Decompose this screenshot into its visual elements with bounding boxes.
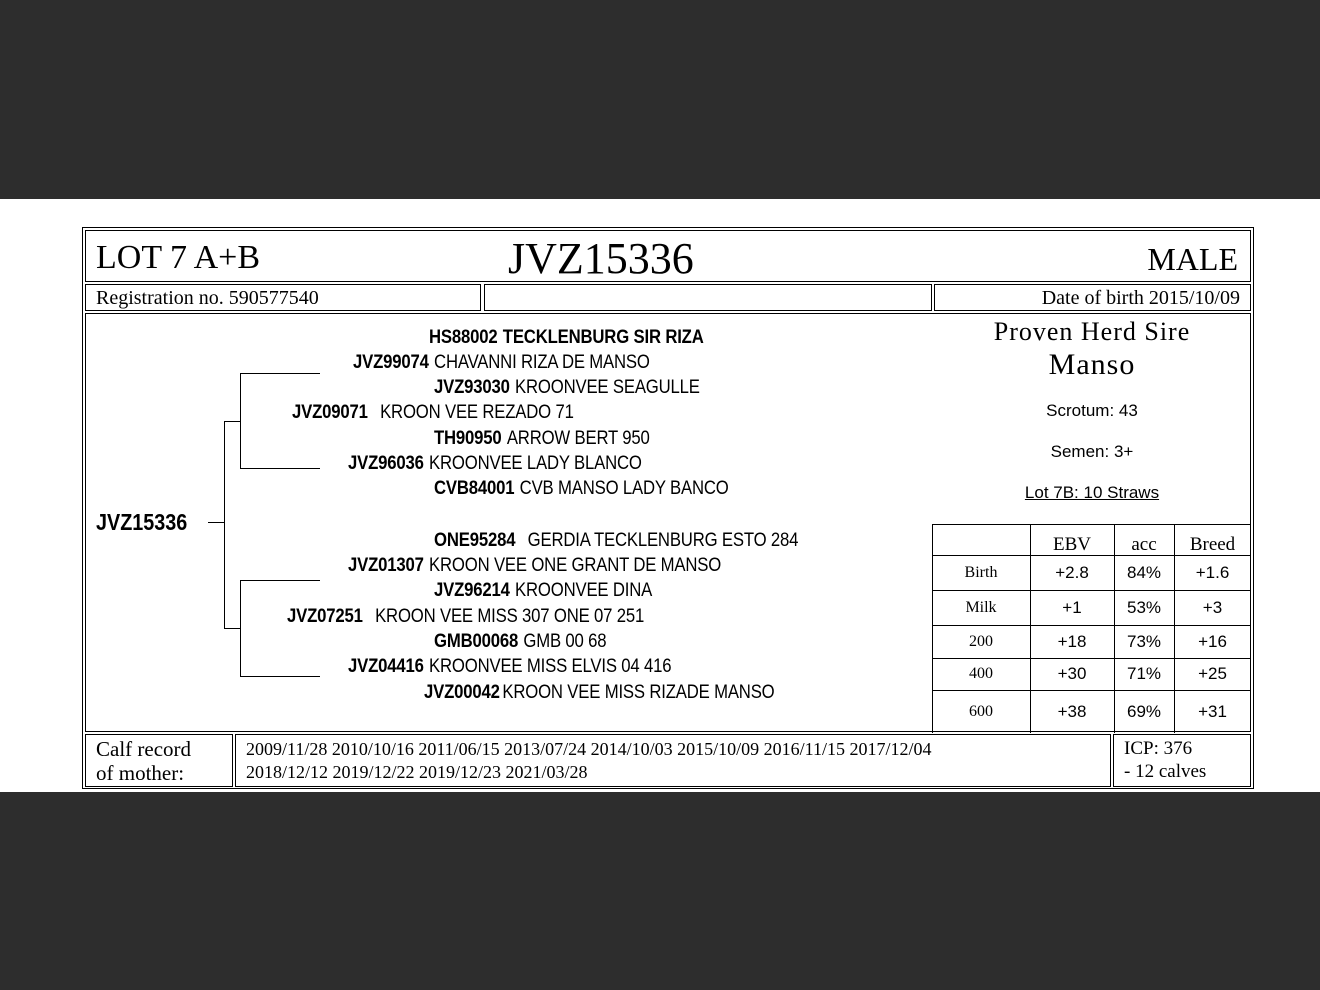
sire-dam-connector — [240, 468, 320, 469]
calf-record-dates-cell — [235, 734, 1111, 787]
ebv-header-breed: Breed — [1189, 534, 1236, 555]
pedigree-entry — [434, 631, 606, 653]
icp-cell — [1113, 734, 1251, 787]
pedigree-entry — [434, 377, 700, 399]
date-of-birth-cell — [934, 284, 1251, 311]
pedigree-entry-id: JVZ96214 — [434, 580, 510, 601]
pedigree-entry-id: JVZ01307 — [348, 555, 424, 576]
pedigree-entry-name: KROONVEE DINA — [515, 580, 653, 601]
pedigree-entry-id: TH90950 — [434, 428, 502, 449]
pedigree-entry-name: CHAVANNI RIZA DE MANSO — [434, 352, 650, 373]
subject-connector — [208, 522, 224, 523]
sheet-frame — [82, 227, 1254, 789]
ebv-accuracy: 71% — [1126, 664, 1162, 683]
pedigree-subject: JVZ15336 — [96, 509, 188, 535]
sire-connector — [224, 421, 241, 422]
pedigree-entry — [434, 580, 652, 602]
registration-cell — [85, 284, 481, 311]
date-of-birth: Date of birth 2015/10/09 — [1041, 287, 1240, 309]
pedigree-entry-name: TECKLENBURG SIR RIZA — [502, 327, 704, 348]
icp-value: ICP: 376 — [1124, 738, 1193, 759]
dam-connector — [224, 628, 241, 629]
lot-straws-note: Lot 7B: 10 Straws — [1024, 483, 1160, 502]
ebv-breed-average: +3 — [1202, 597, 1223, 617]
ebv-value: +38 — [1057, 701, 1087, 721]
info-middle-cell — [484, 284, 932, 311]
ebv-value: +30 — [1057, 664, 1087, 683]
ebv-trait: 200 — [969, 632, 993, 650]
root-bracket — [224, 421, 225, 628]
pedigree-entry-name: KROON VEE MISS RIZADE MANSO — [502, 682, 775, 703]
ebv-trait: 600 — [969, 702, 993, 720]
registration-number: Registration no. 590577540 — [96, 287, 319, 309]
sex-label: MALE — [1147, 241, 1238, 277]
ebv-value: +2.8 — [1055, 562, 1089, 582]
pedigree-entry-name: KROONVEE SEAGULLE — [515, 377, 700, 398]
animal-id-title: JVZ15336 — [508, 234, 694, 283]
pedigree-entry-name: KROONVEE MISS ELVIS 04 416 — [429, 656, 672, 677]
ebv-accuracy: 84% — [1126, 562, 1162, 582]
ebv-breed-average: +25 — [1198, 664, 1227, 683]
pedigree-entry-name: GERDIA TECKLENBURG ESTO 284 — [527, 530, 799, 551]
pedigree-entry-name: KROON VEE REZADO 71 — [380, 402, 574, 423]
pedigree-entry — [434, 478, 729, 500]
ebv-grid-line — [932, 524, 1251, 525]
pedigree-entry-name: GMB 00 68 — [523, 631, 607, 652]
pedigree-entry — [429, 327, 709, 349]
calf-record-label-line1: Calf record — [96, 737, 192, 761]
ebv-trait: Milk — [965, 598, 997, 616]
ebv-header-trait — [932, 532, 1030, 556]
pedigree-entry-id: JVZ93030 — [434, 377, 510, 398]
ebv-breed-average: +31 — [1198, 701, 1227, 721]
semen-value: Semen: 3+ — [1050, 442, 1134, 461]
pedigree-entry — [353, 352, 650, 374]
pedigree-entry — [292, 402, 574, 424]
pedigree-entry-id: GMB00068 — [434, 631, 519, 652]
pedigree-entry-id: JVZ00042 — [424, 682, 500, 703]
ebv-value: +18 — [1057, 631, 1087, 651]
ebv-accuracy: 73% — [1126, 631, 1162, 651]
main-area — [85, 313, 1251, 732]
sire-title-line2: Manso — [1048, 348, 1136, 381]
pedigree-entry-id: JVZ07251 — [287, 606, 363, 627]
pedigree-entry-id: JVZ09071 — [292, 402, 368, 423]
dam-bracket — [240, 580, 241, 676]
dam-dam-connector — [240, 676, 320, 677]
pedigree-entry-id: JVZ99074 — [353, 352, 429, 373]
header-row — [85, 230, 1251, 282]
pedigree-entry-name: KROON VEE ONE GRANT DE MANSO — [429, 555, 722, 576]
scrotum-value: Scrotum: 43 — [1046, 401, 1138, 420]
sire-bracket — [240, 373, 241, 468]
ebv-header-acc: acc — [1131, 534, 1157, 555]
pedigree-entry-id: JVZ96036 — [348, 453, 424, 474]
pedigree-entry — [434, 530, 798, 552]
ebv-accuracy: 69% — [1126, 701, 1162, 721]
sire-title-line1: Proven Herd Sire — [993, 317, 1191, 346]
calf-record-label-line2: of mother: — [96, 761, 185, 785]
pedigree-entry-name: KROONVEE LADY BLANCO — [429, 453, 642, 474]
ebv-value: +1 — [1062, 597, 1082, 617]
sire-sire-connector — [240, 373, 320, 374]
lot-label: LOT 7 A+B — [96, 239, 261, 276]
ebv-table — [932, 524, 1251, 733]
pedigree-entry — [434, 428, 650, 450]
calf-record-label-cell — [85, 734, 233, 787]
pedigree-entry-name: ARROW BERT 950 — [506, 428, 650, 449]
ebv-accuracy: 53% — [1126, 597, 1162, 617]
calf-dates-line1: 2009/11/28 2010/10/16 2011/06/15 2013/07/24 2014/10/03 2015/10/09 2016/11/15 2017/12/04 — [246, 739, 932, 759]
ebv-header-ebv: EBV — [1053, 534, 1091, 555]
pedigree-entry-name: KROON VEE MISS 307 ONE 07 251 — [375, 606, 645, 627]
dam-sire-connector — [240, 580, 320, 581]
calf-dates-line2: 2018/12/12 2019/12/22 2019/12/23 2021/03/28 — [246, 762, 588, 782]
pedigree-entry-name: CVB MANSO LADY BANCO — [519, 478, 729, 499]
calves-count: - 12 calves — [1124, 761, 1207, 782]
pedigree-entry — [424, 682, 775, 704]
ebv-trait: Birth — [964, 563, 998, 581]
pedigree-entry — [287, 606, 644, 628]
pedigree-entry — [348, 656, 671, 678]
pedigree-entry-id: ONE95284 — [434, 530, 516, 551]
ebv-breed-average: +16 — [1198, 631, 1227, 651]
ebv-trait: 400 — [969, 665, 993, 682]
pedigree-sheet — [0, 199, 1320, 792]
pedigree-entry-id: HS88002 — [429, 327, 498, 348]
pedigree-entry-id: CVB84001 — [434, 478, 515, 499]
pedigree-entry — [348, 555, 721, 577]
pedigree-entry-id: JVZ04416 — [348, 656, 424, 677]
ebv-breed-average: +1.6 — [1195, 562, 1230, 582]
pedigree-entry — [348, 453, 642, 475]
